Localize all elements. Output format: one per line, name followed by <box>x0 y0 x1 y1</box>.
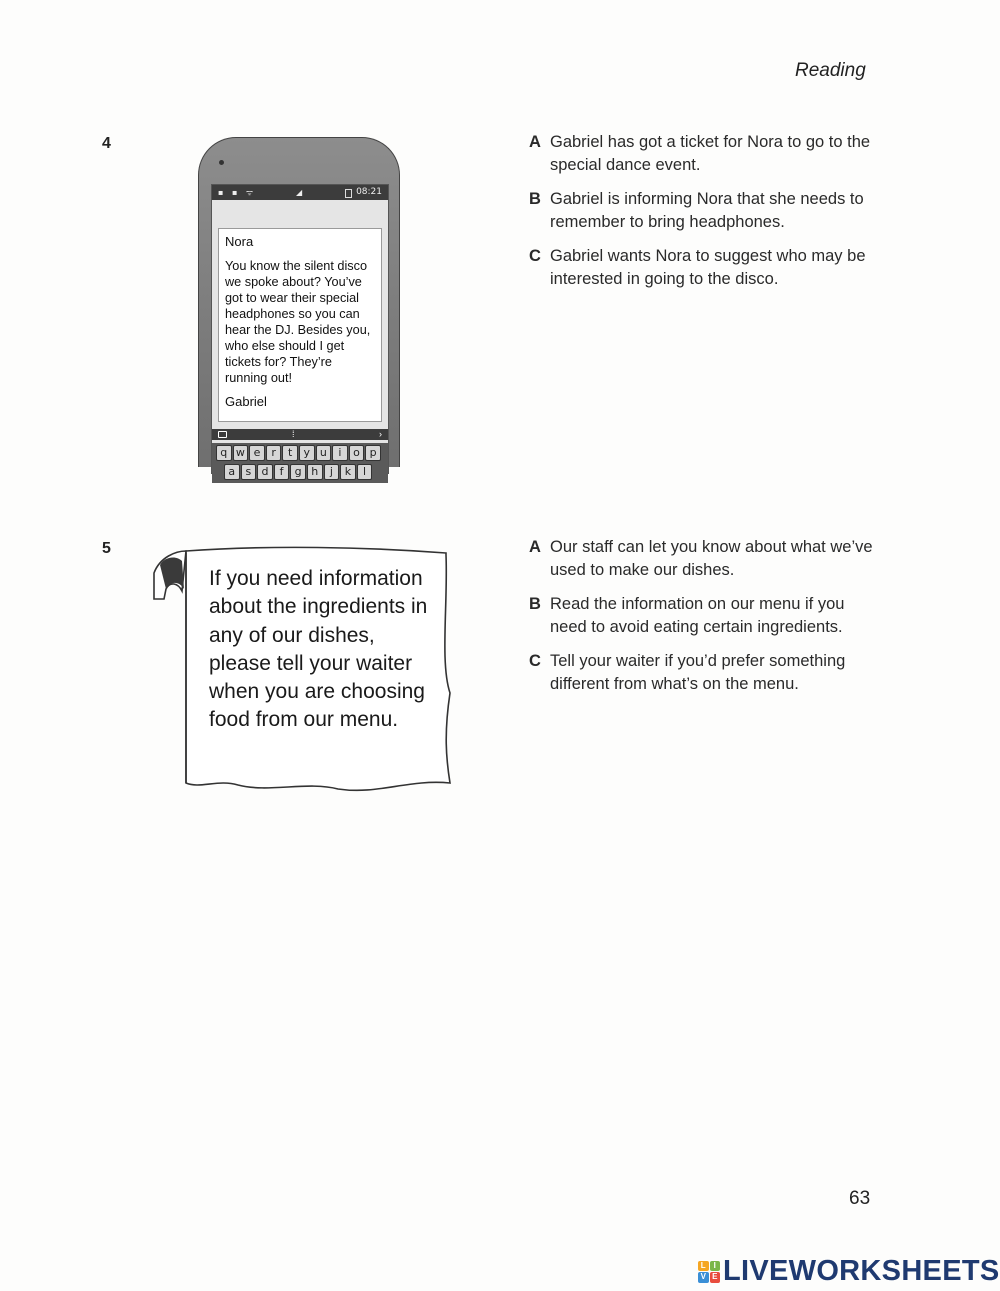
option-text: Our staff can let you know about what we’ve used to make our dishes. <box>550 538 873 579</box>
notice-text: If you need information about the ingredients in any of our dishes, please tell your waiter when you are choosing food from our menu. <box>209 567 428 732</box>
phone-status-bar <box>212 185 388 200</box>
keyboard-key: r <box>266 445 282 461</box>
option-c <box>529 245 879 291</box>
message-body: You know the silent disco we spoke about? You’ve got to wear their special headphones so you can hear the DJ. Besides you, who else should I get tickets for? They’re running out! <box>225 259 371 385</box>
signal-icon: ▪ ▪ ᯤ <box>218 188 257 197</box>
keyboard-key: e <box>249 445 265 461</box>
phone-screen <box>211 184 389 478</box>
compose-bar <box>212 429 388 440</box>
keyboard-row-1 <box>216 445 381 461</box>
keyboard-key: u <box>316 445 332 461</box>
option-letter: A <box>529 133 541 151</box>
option-c <box>529 650 879 696</box>
keyboard-key: h <box>307 464 323 480</box>
liveworksheets-brand <box>698 1255 1000 1288</box>
page-number: 63 <box>849 1188 871 1209</box>
option-letter: C <box>529 247 541 265</box>
logo-tile: I <box>710 1261 721 1272</box>
message-recipient: Nora <box>225 234 254 249</box>
option-text: Gabriel has got a ticket for Nora to go to the special dance event. <box>550 133 871 174</box>
option-a <box>529 131 879 177</box>
keyboard-key: q <box>216 445 232 461</box>
question-number-5: 5 <box>102 540 111 557</box>
text-cursor: ⁞ <box>292 429 295 439</box>
logo-tile: E <box>710 1272 721 1283</box>
send-arrow-icon: › <box>379 429 382 439</box>
battery-icon <box>345 189 352 198</box>
option-a <box>529 536 879 582</box>
keyboard-key: t <box>282 445 298 461</box>
camera-icon <box>218 431 227 438</box>
keyboard-key: k <box>340 464 356 480</box>
keyboard-key: j <box>324 464 340 480</box>
network-icon: ◢ <box>296 188 303 197</box>
brand-name: LIVEWORKSHEETS <box>723 1255 1000 1287</box>
keyboard-key: w <box>233 445 249 461</box>
phone-time: 08:21 <box>356 187 382 197</box>
option-letter: B <box>529 190 541 208</box>
question-4-options <box>529 131 879 302</box>
keyboard-key: y <box>299 445 315 461</box>
option-text: Read the information on our menu if you need to avoid eating certain ingredients. <box>550 595 845 636</box>
phone-keyboard <box>212 443 388 483</box>
keyboard-key: o <box>349 445 365 461</box>
phone-illustration <box>198 137 400 478</box>
keyboard-key: f <box>274 464 290 480</box>
keyboard-key: g <box>290 464 306 480</box>
question-5-options <box>529 536 879 707</box>
option-letter: C <box>529 652 541 670</box>
keyboard-key: p <box>365 445 381 461</box>
logo-tile: V <box>698 1272 709 1283</box>
option-text: Gabriel wants Nora to suggest who may be interested in going to the disco. <box>550 247 866 288</box>
keyboard-key: d <box>257 464 273 480</box>
message-sender: Gabriel <box>225 394 267 409</box>
option-text: Tell your waiter if you’d prefer something different from what’s on the menu. <box>550 652 846 693</box>
keyboard-key: a <box>224 464 240 480</box>
logo-tile: L <box>698 1261 709 1272</box>
phone-camera <box>219 160 224 165</box>
liveworksheets-logo-icon <box>698 1261 720 1283</box>
option-b <box>529 188 879 234</box>
option-text: Gabriel is informing Nora that she needs to remember to bring headphones. <box>550 190 864 231</box>
keyboard-key: s <box>241 464 257 480</box>
section-title: Reading <box>795 60 866 81</box>
keyboard-key: i <box>332 445 348 461</box>
keyboard-row-2 <box>224 464 372 480</box>
question-number-4: 4 <box>102 135 111 152</box>
message-card <box>218 228 382 422</box>
option-letter: A <box>529 538 541 556</box>
option-b <box>529 593 879 639</box>
keyboard-key: l <box>357 464 373 480</box>
option-letter: B <box>529 595 541 613</box>
